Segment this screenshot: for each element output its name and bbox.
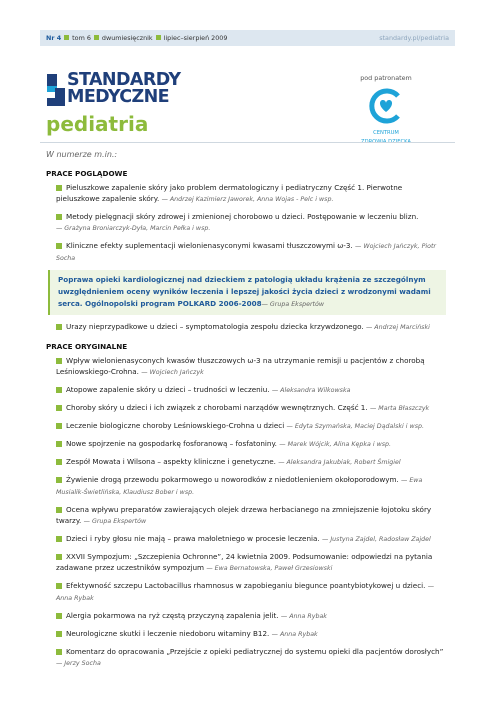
list-item[interactable] [56,182,446,205]
list-item[interactable] [56,610,446,622]
bullet-square-icon [56,631,62,637]
bullet-square-icon [56,214,62,220]
list-item[interactable] [56,384,446,396]
article-authors: — Edyta Szymańska, Maciej Dądalski i wsp. [286,423,424,430]
article-authors: — Justyna Zajdel, Radosław Zajdel [322,536,431,543]
bullet-square-icon [94,35,99,40]
bullet-square-icon [56,358,62,364]
table-of-contents [46,150,446,675]
issue-info [46,30,227,46]
article-title: Komentarz do opracowania „Przejście z opieki pediatrycznej do systemu opieki dla pacjentów dorosłych” [66,647,444,656]
article-title: Leczenie biologiczne choroby Leśniowskiego-Crohna u dzieci [66,421,285,430]
bullet-square-icon [56,507,62,513]
divider [40,142,455,143]
article-title: Żywienie drogą przewodu pokarmowego u noworodków z niedotlenieniem okołoporodowym. [66,475,399,484]
volume: tom 6 [72,34,91,42]
list-item[interactable] [56,438,446,450]
list-item[interactable] [56,456,446,468]
highlight-authors: — Grupa Ekspertów [261,301,325,308]
logo-line-2: MEDYCZNE [67,87,170,107]
article-title: Ocena wpływu preparatów zawierających olejek drzewa herbacianego na zmniejszenie łojotoku skóry twarzy. [56,505,432,525]
bullet-square-icon [56,649,62,655]
patronage-block [345,74,427,146]
article-authors: — Ewa Bernatowska, Paweł Grzesiowski [206,565,333,572]
logo-s-mark-icon [47,74,65,106]
bullet-square-icon [56,459,62,465]
article-title: Pieluszkowe zapalenie skóry jako problem dermatologiczny i pediatryczny Część 1. Pierwotne pieluszkowe zapalenie skóry. [56,183,403,203]
article-authors: — Wojciech Jańczyk, Piotr Socha [56,243,437,262]
bullet-square-icon [56,423,62,429]
article-title: Atopowe zapalenie skóry u dzieci – trudności w leczeniu. [66,385,270,394]
article-authors: — Marta Błaszczyk [369,405,430,412]
frequency: dwumiesięcznik [101,34,153,42]
bullet-square-icon [56,185,62,191]
article-authors: — Anna Rybak [280,613,327,620]
list-item[interactable] [56,211,446,234]
logo-line-1: STANDARDY [67,70,181,90]
list-item[interactable] [56,551,446,574]
section-title-review: PRACE POGLĄDOWE [46,169,128,178]
period: lipiec–sierpień 2009 [163,34,228,42]
article-authors: — Andrzej Marciński [365,324,430,331]
journal-title: pediatria [46,112,149,136]
bullet-square-icon [64,35,69,40]
bullet-square-icon [56,477,62,483]
article-authors: — Anna Rybak [56,583,435,602]
article-title: Neurologiczne skutki i leczenie niedoboru witaminy B12. [66,629,270,638]
highlighted-article[interactable] [48,270,446,315]
bullet-square-icon [56,405,62,411]
list-item[interactable] [56,402,446,414]
article-authors: — Ewa Musialik-Świetlińska, Klaudiusz Bober i wsp. [56,477,423,496]
bullet-square-icon [56,583,62,589]
article-title: Metody pielęgnacji skóry zdrowej i zmienionej chorobowo u dzieci. Postępowanie w leczeniu blizn. [66,212,419,221]
article-title: Zespół Mowata i Wilsona – aspekty kliniczne i genetyczne. [66,457,276,466]
list-item[interactable] [56,504,446,527]
bullet-square-icon [56,441,62,447]
bullet-square-icon [56,324,62,330]
article-title: XXVII Sympozjum: „Szczepienia Ochronne”, 24 kwietnia 2009. Podsumowanie: odpowiedzi na pytania zadawane przez uczestników sympozjum [56,552,433,572]
article-title: Nowe spojrzenie na gospodarkę fosforanową – fosfatoniny. [66,439,277,448]
article-authors: — Wojciech Jańczyk [141,369,204,376]
section-title-original: PRACE ORYGINALNE [46,342,128,351]
site-link[interactable]: standardy.pl/pediatria [379,34,449,42]
article-title: Wpływ wielonienasyconych kwasów tłuszczowych ω-3 na utrzymanie remisji u pacjentów z chorobą Leśniowskiego-Crohna. [56,356,425,376]
article-title: Dzieci i ryby głosu nie mają – prawa małoletniego w procesie leczenia. [66,534,320,543]
article-title: Efektywność szczepu Lactobacillus rhamnosus w zapobieganiu biegunce poantybiotykowej u dzieci. [66,581,426,590]
list-item[interactable] [56,646,446,669]
article-title: Urazy nieprzypadkowe u dzieci – symptomatologia zespołu dziecka krzywdzonego. [66,322,364,331]
bullet-square-icon [56,536,62,542]
list-item[interactable] [56,321,446,333]
heart-c-logo-icon [368,88,404,124]
article-authors: — Anna Rybak [271,631,318,638]
header-bar [40,30,455,46]
article-authors: — Aleksandra Jakubiak, Robert Śmigiel [278,459,401,466]
patronage-label: pod patronatem [360,74,412,82]
list-item[interactable] [56,628,446,640]
article-title: Alergia pokarmowa na ryż częstą przyczyną zapalenia jelit. [66,611,279,620]
article-authors: — Andrzej Kazimierz Jaworek, Anna Wojas - Pelc i wsp. [161,196,334,203]
article-authors: — Marek Wójcik, Alina Kępka i wsp. [279,441,392,448]
bullet-square-icon [56,387,62,393]
article-title: Choroby skóry u dzieci i ich związek z chorobami narządów wewnętrznych. Część 1. [66,403,368,412]
patron-org-line-1: CENTRUM [373,130,399,136]
bullet-square-icon [56,554,62,560]
bullet-square-icon [56,613,62,619]
logo-wordmark [67,72,180,106]
article-authors: — Grażyna Broniarczyk-Dyła, Marcin Pełka i wsp. [56,225,211,232]
standardy-medyczne-logo[interactable] [47,72,197,110]
article-title: Kliniczne efekty suplementacji wielonienasyconymi kwasami tłuszczowymi ω-3. [66,241,353,250]
intro-label: W numerze m.in.: [46,150,118,159]
bullet-square-icon [156,35,161,40]
list-item[interactable] [56,240,446,264]
list-item[interactable] [56,533,446,545]
list-item[interactable] [56,355,446,378]
article-authors: — Jerzy Socha [56,660,101,667]
list-item[interactable] [56,420,446,432]
highlight-title: Poprawa opieki kardiologicznej nad dzieckiem z patologią układu krążenia ze szczególnym uwzględnieniem oceny wyników leczenia i lepszej jakości życia dzieci z wrodzonymi wadami serca. Ogólnopolski program POLKARD 2006-2008 [58,275,431,308]
article-authors: — Grupa Ekspertów [83,518,147,525]
list-item[interactable] [56,474,446,498]
bullet-square-icon [56,243,62,249]
list-item[interactable] [56,580,446,604]
article-authors: — Aleksandra Wilkowska [271,387,351,394]
issue-number: Nr 4 [46,34,62,42]
